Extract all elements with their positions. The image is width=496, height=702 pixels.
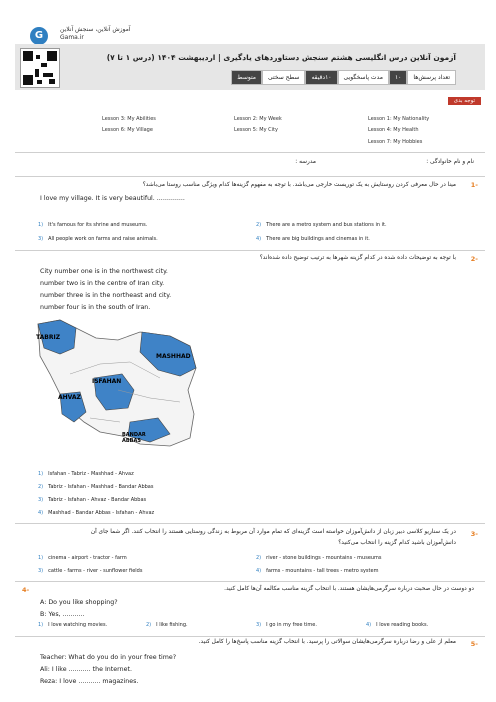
lesson-6: Lesson 6: My Village [102,127,153,133]
map-label-isfahan: ISFAHAN [92,378,122,385]
count-value: ۱۰ [389,70,407,85]
map-label-tabriz: TABRIZ [36,334,61,341]
option-text: There are big buildings and cinemas in it. [266,236,370,242]
option[interactable] [38,222,147,228]
option-number: 3) [256,622,262,628]
option[interactable] [38,555,127,561]
option-text: There are a metro system and bus stations in it. [266,222,387,228]
question-text-line-1: در یک سناریو کلاسی دبیر زبان از دانش‌آموزان خواسته است گزینه‌ای که تمام موارد آن مربوط به زندگی روستایی هستند را انتخاب کنند. اگر شما جای آن [90,529,456,535]
option-number: 2) [256,222,262,228]
divider [15,523,485,524]
map-label-ahvaz: AHVAZ [58,394,81,401]
option-text: I love watching movies. [48,622,108,628]
lesson-2: Lesson 2: My Week [234,116,282,122]
question-number: 1- [470,181,478,189]
site-url[interactable]: Gama.ir [60,34,84,41]
option-number: 2) [146,622,152,628]
question-text: با توجه به توضیحات داده شده در کدام گزینه شهرها به ترتیب توضیح داده شده‌اند؟ [259,255,456,261]
option-number: 2) [256,555,262,561]
option-text: cattle - farms - river - sunflower fields [48,568,143,574]
dialogue [40,597,118,621]
option[interactable] [38,497,146,503]
option[interactable] [366,622,428,628]
divider [15,581,485,582]
question-text: دو دوست در حال صحبت درباره سرگرمی‌هایشان هستند. با انتخاب گزینه مناسب مکالمه آن‌ها کامل کنید. [224,586,474,592]
option[interactable] [256,622,317,628]
dialogue-line: Ali: I like ........... the Internet. [40,666,132,673]
option[interactable] [38,622,107,628]
gama-logo: G [30,27,48,45]
option-text: All people work on farms and raise animals. [48,236,158,242]
option[interactable] [256,222,387,228]
exam-title: آزمون آنلاین درس انگلیسی هشتم سنجش دستاوردهای یادگیری | اردیبهشت ۱۴۰۴ (درس ۱ تا ۷) [106,53,456,62]
option-text: I go in my free time. [266,622,317,628]
passage-line: City number one is in the northwest city. [40,268,168,275]
option[interactable] [38,236,158,242]
question-number: 2- [470,255,478,263]
lesson-7: Lesson 7: My Hobbies [368,139,423,145]
option-text: Isfahan - Tabriz - Mashhad - Ahvaz [48,471,134,477]
option-text: Mashhad - Bandar Abbas - Isfahan - Ahvaz [48,510,155,516]
option-number: 4) [256,568,262,574]
option-text: Tabriz - Isfahan - Ahvaz - Bandar Abbas [48,497,147,503]
question-passage [40,266,171,314]
dialogue-line: B: Yes, ........... [40,611,85,618]
option[interactable] [38,510,154,516]
option-text: It's famous for its shrine and museums. [48,222,148,228]
option-number: 1) [38,622,44,628]
passage-line: number three is in the northeast and city. [40,292,172,299]
dialogue-line: Teacher: What do you do in your free time? [40,654,177,661]
qr-code [20,48,60,88]
level-label: سطح سختی [262,70,305,85]
exam-meta [231,70,456,83]
question-number: 3- [470,530,478,538]
divider [15,636,485,637]
notice-tag: توجه بدی [448,97,481,105]
divider [15,152,485,153]
question-text: مینا در حال معرفی کردن روستایش به یک توریست خارجی می‌باشد. با توجه به مفهوم گزینه‌ها کدام ویژگی مناسب روستا می‌باشد؟ [142,182,456,188]
option-text: I like fishing. [156,622,188,628]
map-label-mashhad: MASHHAD [156,353,191,360]
time-label: مدت پاسخگویی [338,70,389,85]
passage-line: number two is in the centre of Iran city. [40,280,165,287]
time-value: ۱۰دقیقه [305,70,337,85]
student-name-label: نام و نام خانوادگی : [426,159,474,165]
option-number: 1) [38,555,44,561]
divider [15,176,485,177]
option-text: farms - mountains - tall trees - metro system [266,568,379,574]
option[interactable] [256,555,382,561]
lesson-1: Lesson 1: My Nationality [368,116,430,122]
count-label: تعداد پرسش‌ها [407,70,456,85]
level-value: متوسط [231,70,262,85]
option[interactable] [256,568,378,574]
lesson-4: Lesson 4: My Health [368,127,419,133]
question-stem: I love my village. It is very beautiful. .............. [40,195,185,202]
option-number: 3) [38,236,44,242]
option-number: 3) [38,568,44,574]
option[interactable] [146,622,188,628]
option[interactable] [38,568,142,574]
option-number: 1) [38,222,44,228]
option[interactable] [38,471,134,477]
divider [15,250,485,251]
question-number: 5- [470,640,478,648]
option-text: I love reading books. [376,622,429,628]
option-number: 2) [38,484,44,490]
option-text: river - stone buildings - mountains - museums [266,555,382,561]
map-label-bandar-abbas: BANDAR ABBAS [122,432,146,444]
question-text-line-2: دانش‌آموزان باشید کدام گزینه را انتخاب می‌کنید؟ [338,540,456,546]
lesson-3: Lesson 3: My Abilities [102,116,156,122]
passage-line: number four is in the south of Iran. [40,304,151,311]
option-number: 3) [38,497,44,503]
option-number: 4) [38,510,44,516]
option[interactable] [256,236,370,242]
option-text: cinema - airport - tractor - farm [48,555,127,561]
option-number: 1) [38,471,44,477]
option-number: 4) [366,622,372,628]
lesson-5: Lesson 5: My City [234,127,278,133]
site-name: آموزش آنلاین، سنجش آنلاین [60,26,131,33]
question-text: معلم از علی و رضا درباره سرگرمی‌هایشان سوالاتی را پرسید. با انتخاب گزینه مناسب پاسخ‌ها را کامل کنید. [198,639,456,645]
question-number: 4- [22,586,30,594]
school-label: مدرسه : [295,159,316,165]
option[interactable] [38,484,153,490]
dialogue [40,652,176,688]
dialogue-line: A: Do you like shopping? [40,599,118,606]
site-info [60,26,131,42]
dialogue-line: Reza: I love ........... magazines. [40,678,139,685]
option-number: 4) [256,236,262,242]
option-text: Tabriz - Isfahan - Mashhad - Bandar Abbas [48,484,154,490]
